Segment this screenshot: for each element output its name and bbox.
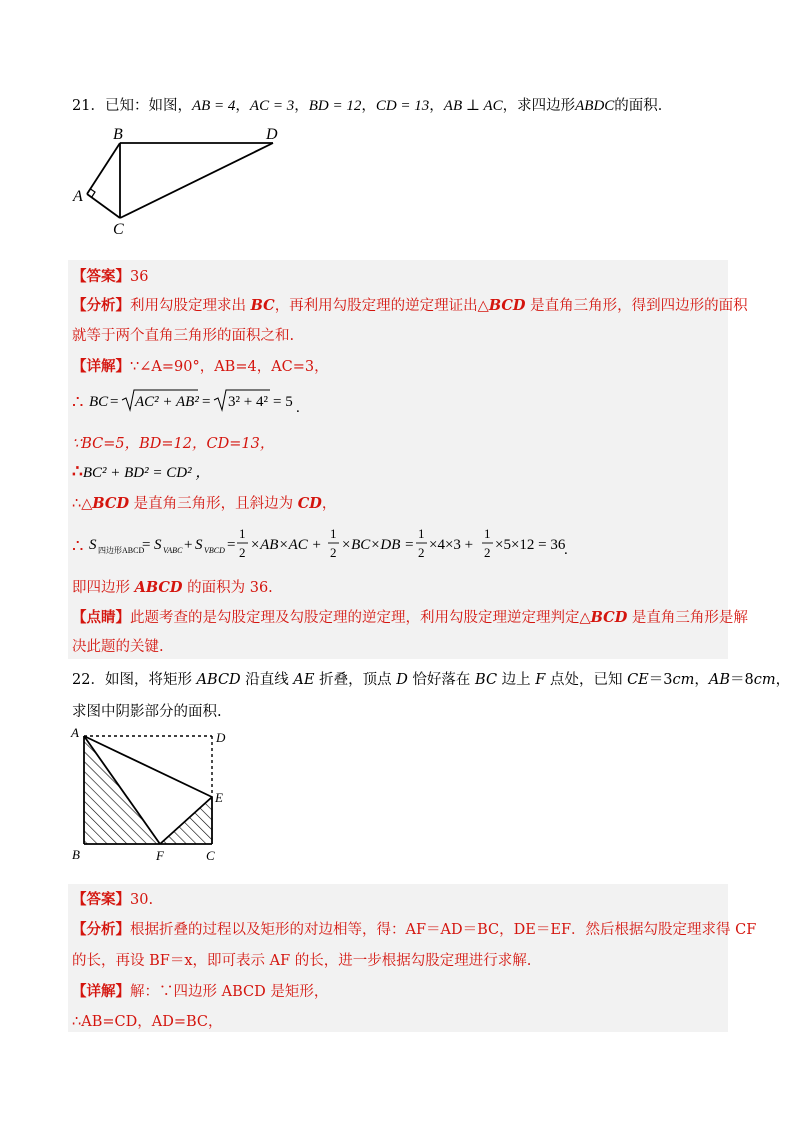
text: 此题考查的是勾股定理及勾股定理的逆定理，利用勾股定理逆定理判定△	[130, 610, 591, 626]
text: ∴	[72, 462, 83, 482]
label-d: D	[266, 126, 278, 143]
a21-analysis-line1	[72, 296, 748, 316]
a21-conclusion	[72, 578, 273, 598]
text: BC	[475, 672, 498, 688]
q21-cond-perp: AB ⊥ AC	[443, 98, 503, 114]
text: +	[184, 537, 193, 553]
q21-suffix: ，求四边形	[502, 98, 576, 114]
text: 恰好落在	[407, 672, 476, 688]
q21-sep: ，	[361, 98, 376, 114]
bc-formula	[72, 386, 302, 418]
text: =	[202, 394, 211, 410]
comment-tag: 【点睛】	[72, 609, 130, 626]
q21-statement	[72, 96, 672, 116]
text: 2	[484, 545, 491, 560]
text: 1	[330, 526, 337, 541]
text: 根据折叠的过程以及矩形的对边相等，得：AF＝AD＝BC，DE＝EF．然后根据勾股定理求得 CF	[130, 922, 757, 938]
q21-sep: ，	[294, 98, 309, 114]
a22-detail-line2: ∴AB=CD，AD=BC，	[72, 1014, 223, 1030]
label-c: C	[113, 221, 124, 237]
text: 折叠，顶点	[314, 672, 397, 688]
a21-area-equation	[72, 522, 572, 568]
text: 2	[330, 545, 337, 560]
text: .	[296, 400, 300, 416]
segment-cd	[120, 143, 273, 218]
q22-figure	[68, 726, 238, 868]
text: ×5×12 = 36	[495, 537, 566, 553]
a22-analysis-line2: 的长，再设 BF＝x，即可表示 AF 的长，进一步根据勾股定理进行求解.	[72, 953, 532, 969]
text: F	[535, 672, 546, 688]
text: 即四边形	[72, 580, 135, 596]
label-d: D	[216, 730, 226, 745]
label-e: E	[215, 790, 223, 805]
text: 利用勾股定理求出	[130, 298, 251, 314]
text: =	[110, 394, 119, 410]
text: BC	[250, 297, 275, 314]
text: ＝8	[730, 672, 754, 688]
text: BCD	[92, 495, 130, 512]
text: AB	[708, 672, 731, 688]
text: =	[142, 537, 151, 553]
text: AC² + AB²	[135, 394, 199, 410]
text: cm	[672, 672, 695, 688]
text: 2	[418, 545, 425, 560]
text: ∴△	[72, 496, 93, 512]
text: ，再利用勾股定理的逆定理证出△	[274, 298, 489, 314]
label-b: B	[113, 126, 123, 143]
text: 2	[239, 545, 246, 560]
q21-quad: ABDC	[575, 98, 615, 114]
text: ，	[775, 672, 791, 688]
text: ×4×3 +	[429, 537, 474, 553]
text: S	[195, 537, 203, 553]
a21-detail-line1	[72, 357, 329, 377]
q21-end: 的面积．	[614, 98, 673, 114]
text: 边上	[497, 672, 536, 688]
text: D	[396, 672, 408, 688]
text: ABCD	[196, 672, 241, 688]
text: 1	[484, 526, 491, 541]
text: ×BC×DB =	[341, 537, 415, 553]
therefore-symbol: ∴	[72, 392, 84, 412]
area-formula	[72, 522, 572, 568]
text: 1	[239, 526, 246, 541]
text: BCD	[488, 297, 526, 314]
text: 解：∵四边形 ABCD 是矩形，	[130, 984, 329, 1000]
a21-comment-line2: 决此题的关键.	[72, 639, 164, 655]
q21-cond-ab: AB = 4	[191, 98, 236, 114]
q22-statement-line2: 求图中阴影部分的面积.	[72, 704, 222, 720]
a21-detail-line4	[72, 462, 210, 483]
label-a: A	[71, 726, 79, 740]
text: ＝3	[648, 672, 673, 688]
a21-bc-equation	[72, 386, 302, 418]
a21-detail-line5	[72, 494, 336, 514]
text: 22．如图，将矩形	[72, 672, 197, 688]
label-b: B	[72, 847, 80, 862]
q22-statement-line1	[72, 670, 790, 690]
text: ，	[694, 672, 709, 688]
text: ∵∠A=90°，AB=4，AC=3，	[130, 359, 329, 375]
a21-answer	[72, 267, 148, 287]
text: = 5	[273, 394, 293, 410]
q21-cond-cd: CD = 13	[375, 98, 430, 114]
analysis-tag: 【分析】	[72, 921, 130, 938]
text: 3² + 4²	[228, 394, 268, 410]
q21-prefix: 21．已知：如图，	[72, 98, 192, 114]
text: .	[564, 542, 568, 558]
answer-value: 30.	[130, 892, 154, 908]
detail-tag: 【详解】	[72, 358, 130, 375]
text: VBCD	[204, 546, 225, 555]
answer-value: 36	[130, 269, 149, 285]
a21-comment-line1	[72, 608, 748, 628]
text: ABCD	[134, 579, 183, 596]
label-f: F	[156, 848, 164, 863]
text: AE	[293, 672, 315, 688]
text: 1	[418, 526, 425, 541]
analysis-tag: 【分析】	[72, 297, 130, 314]
a22-analysis-line1	[72, 920, 756, 940]
answer-tag: 【答案】	[72, 268, 130, 285]
text: BCD	[590, 609, 628, 626]
text: VABC	[163, 546, 183, 555]
answer-21-block	[68, 260, 728, 659]
q21-cond-bd: BD = 12	[308, 98, 362, 114]
text: 四边形ABCD	[98, 546, 145, 555]
text: 沿直线	[240, 672, 294, 688]
a21-detail-line3: ∵BC=5，BD=12，CD=13，	[72, 436, 275, 452]
q21-figure	[70, 122, 300, 237]
text: ∴	[72, 536, 84, 556]
text: 点处，已知	[545, 672, 628, 688]
q21-cond-ac: AC = 3	[249, 98, 295, 114]
a22-answer	[72, 890, 153, 910]
answer-tag: 【答案】	[72, 891, 130, 908]
text: cm	[753, 672, 776, 688]
text: 是直角三角形，得到四边形的面积	[525, 298, 748, 314]
detail-tag: 【详解】	[72, 983, 130, 1000]
label-a: A	[73, 188, 83, 205]
text: ，	[321, 496, 337, 512]
label-c: C	[206, 848, 215, 863]
text: =	[227, 537, 236, 553]
text: BC² + BD² = CD² ，	[82, 465, 211, 481]
text: 的面积为 36.	[182, 580, 273, 596]
text: S	[89, 537, 97, 553]
text: ×AB×AC +	[250, 537, 322, 553]
a22-detail-line1	[72, 982, 328, 1002]
q21-sep: ，	[429, 98, 444, 114]
text: CE	[627, 672, 649, 688]
text: 是直角三角形是解	[627, 610, 748, 626]
q21-sep: ，	[235, 98, 250, 114]
text: CD	[297, 495, 322, 512]
a21-analysis-line2: 就等于两个直角三角形的面积之和.	[72, 328, 295, 344]
text: BC	[89, 394, 109, 410]
segment-ab	[87, 143, 120, 194]
text: 是直角三角形，且斜边为	[129, 496, 298, 512]
text: S	[154, 537, 162, 553]
